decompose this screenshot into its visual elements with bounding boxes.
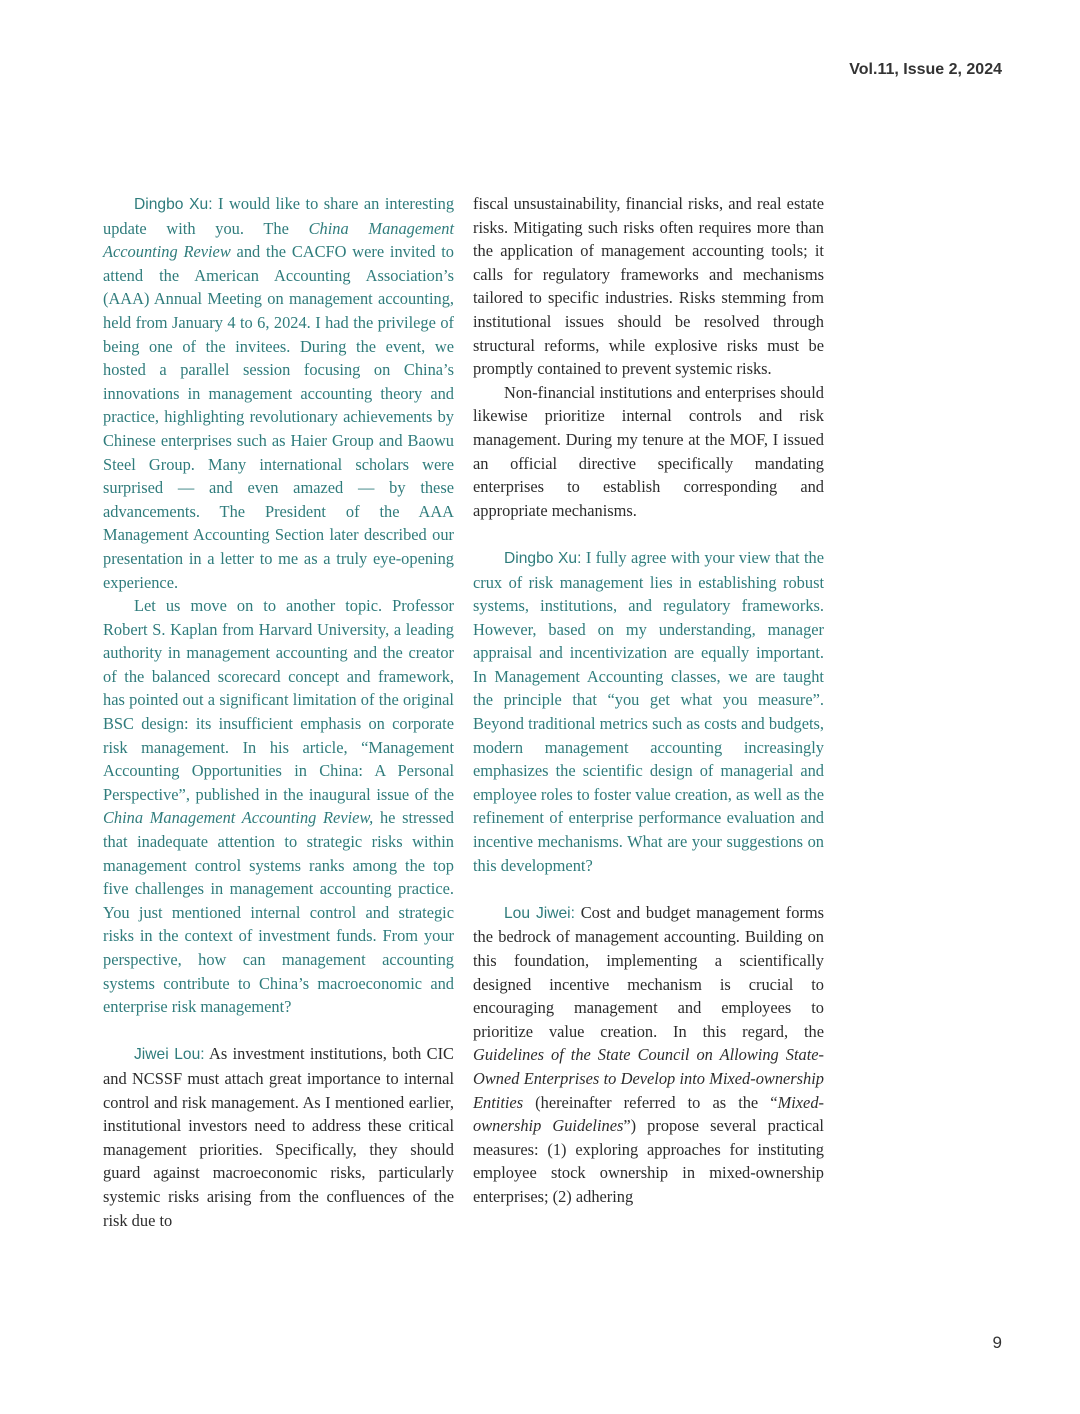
paragraph-text: Cost and budget management forms the bedrock of management accounting. Building on this foundation, implementing a scientifically designed incentive mechanism is crucial to encouraging management and employees to prioritize value creation. In this regard, the — [473, 902, 824, 1041]
paragraph-text: I fully agree with your view that the crux of risk management lies in establishing robust systems, institutions, and regulatory frameworks. However, based on my understanding, manager appraisal and incentivization are equally important. In Management Accounting classes, we are taught the principle that “you get what you measure”. Beyond traditional metrics such as costs and budgets, modern management accounting increasingly emphasizes the scientific design of managerial and employee roles to foster value creation, as well as the refinement of enterprise performance evaluation and incentive mechanisms. What are your suggestions on this development? — [473, 547, 824, 875]
paragraph-dingbo-xu-aaa — [103, 192, 454, 594]
journal-title: China Management Accounting Review — [103, 218, 454, 262]
paragraph-text: (hereinafter referred to as the “ — [523, 1092, 778, 1112]
paragraph-continued-risks — [473, 192, 824, 381]
paragraph-text: and the CACFO were invited to attend the American Accounting Association’s (AAA) Annual Meeting on management accounting, held from January 4 to 6, 2024. I had the privilege of being one of the invitees. During the event, we hosted a parallel session focusing on China’s innovations in management accounting theory and practice, highlighting revolutionary achievements by Chinese enterprises such as Haier Group and Baowu Steel Group. Many international scholars were surprised — and even amazed — by these advancements. The President of the AAA Management Accounting Section later described our presentation in a letter to me as a truly eye-opening experience. — [103, 242, 454, 592]
speaker-name: Jiwei Lou: — [134, 1046, 205, 1064]
guidelines-title: Guidelines of the State Council on Allowing State-Owned Enterprises to Develop into Mixed-ownership Entities — [473, 1045, 824, 1112]
paragraph-non-financial — [473, 381, 824, 523]
speaker-name: Dingbo Xu: — [134, 196, 213, 213]
paragraph-text: ”) propose several practical measures: (1) exploring approaches for instituting employee stock ownership in mixed-ownership enterprises; (2) adhering — [473, 1116, 824, 1206]
guidelines-short-title: Mixed-ownership Guidelines — [473, 1092, 824, 1136]
paragraph-text: Non-financial institutions and enterprises should likewise prioritize internal controls and risk management. During my tenure at the MOF, I issued an official directive specifically mandating enterprises to establish corresponding and appropriate mechanisms. — [473, 382, 824, 520]
right-column — [473, 192, 824, 1209]
paragraph-text: Let us move on to another topic. Professor Robert S. Kaplan from Harvard University, a leading authority in management accounting and the creator of the balanced scorecard concept and framework, has pointed out a significant limitation of the original BSC design: its insufficient emphasis on corporate risk management. In his article, “Management Accounting Opportunities in China: A Personal Perspective”, published in the inaugural issue of the — [103, 596, 454, 804]
left-column — [103, 192, 454, 1232]
page-number: 9 — [992, 1333, 1002, 1352]
speaker-name: Lou Jiwei: — [504, 904, 575, 922]
paragraph-text: he stressed that inadequate attention to strategic risks within management control systems ranks among the top five challenges in management accounting practice. You just mentioned internal control and strategic risks in the context of investment funds. From your perspective, how can management accounting systems contribute to China’s macroeconomic and enterprise risk management? — [103, 808, 454, 1017]
paragraph-text: As investment institutions, both CIC and NCSSF must attach great importance to internal control and risk management. As I mentioned earlier, institutional investors need to address these critical management priorities. Specifically, they should guard against macroeconomic risks, particularly systemic risks arising from the confluences of the risk due to — [103, 1044, 454, 1230]
paragraph-lou-jiwei-answer — [473, 901, 824, 1209]
paragraph-dingbo-xu-incentives — [473, 546, 824, 877]
journal-title: China Management Accounting Review, — [103, 808, 374, 828]
issue-header: Vol.11, Issue 2, 2024 — [849, 61, 1002, 78]
paragraph-kaplan-question — [103, 594, 454, 1019]
paragraph-text: fiscal unsustainability, financial risks, and real estate risks. Mitigating such risks often requires more than the application of management accounting tools; it calls for regulatory frameworks and mechanisms tailored to specific industries. Risks stemming from institutional issues should be resolved through structural reforms, while explosive risks must be promptly contained to prevent systemic risks. — [473, 194, 824, 379]
paragraph-text: I would like to share an interesting update with you. The — [103, 194, 455, 238]
paragraph-jiwei-lou-answer — [103, 1042, 454, 1232]
speaker-name: Dingbo Xu: — [504, 549, 582, 567]
